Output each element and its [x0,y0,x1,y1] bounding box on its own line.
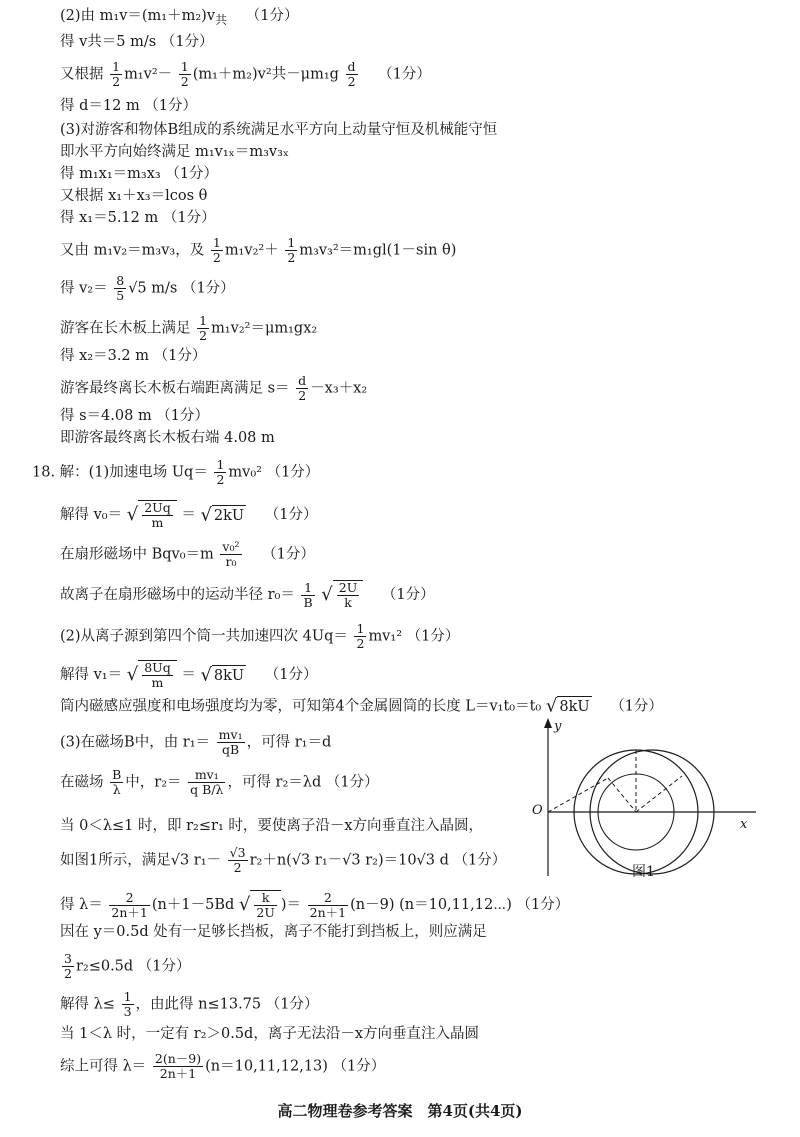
square-root: √ 8kU [545,695,590,717]
page-footer: 高二物理卷参考答案 第4页(共4页) [277,1102,523,1120]
solution-line: 得 v₂＝ $\frac{8}{5}$ √5 m/s （1分） [60,273,235,303]
solution-line: (3)对游客和物体B组成的系统满足水平方向上动量守恒及机械能守恒 [60,122,498,138]
solution-line: 在磁场 $\frac{B}{\lambda}$ 中，r₂＝ $\frac{\text{mv₁}}{\text{q B/λ}}$ ，可得 r₂＝λd （1分） [60,767,379,797]
fraction: $\frac{d}{2}$ [347,59,356,89]
fraction: $\frac{2}{2n+1}$ [309,889,347,920]
fraction: $\frac{B}{\lambda}$ [112,767,122,797]
fraction: $\frac{2(n-9)}{2n+1}$ [154,1051,202,1081]
question-18-heading: 18. 解：(1)加速电场 Uq＝ $\frac{1}{2}$ mv₀² （1分） [32,457,320,487]
solution-line: 故离子在扇形磁场中的运动半径 r₀＝ $\frac{1}{B}$ √ $\frac{2U}{k}$ （1分） [60,579,435,610]
y-axis-label: y [554,719,562,734]
square-root: √ 2kU [200,504,245,525]
fraction: $\frac{√3}{2}$ [229,845,246,875]
fraction: $\frac{d}{2}$ [298,373,307,403]
solution-line: 解得 v₁＝ √ $\frac{8Uq}{m}$ ＝ √ 8kU （1分） [60,660,318,690]
fraction: $\frac{1}{2}$ [199,313,208,343]
solution-line: 解得 λ≤ $\frac{1}{3}$ ，由此得 n≤13.75 （1分） [60,989,319,1019]
fraction: $\frac{\text{mv₁}}{\text{q B/λ}}$ [190,767,224,797]
solution-line: (3)在磁场B中，由 r₁＝ $\frac{\text{mv₁}}{qB}$ ，可得 r₁＝d [60,727,332,757]
fraction: $\frac{1}{3}$ [123,989,132,1019]
solution-line: 得 x₁＝5.12 m （1分） [60,210,216,226]
solution-line: 即游客最终离长木板右端 4.08 m [60,430,275,446]
figure-1-diagram [520,716,780,886]
fraction: $\frac{1}{2}$ [216,457,225,487]
fraction: $\frac{8}{5}$ [116,273,125,303]
solution-line: 得 d＝12 m （1分） [60,98,198,114]
solution-line: 游客在长木板上满足 $\frac{1}{2}$ m₁v₂²＝μm₁gx₂ [60,313,318,343]
solution-line: 综上可得 λ＝ $\frac{2(n-9)}{2n+1}$ (n＝10,11,12,13) （1分） [60,1051,386,1081]
fraction: $\frac{1}{2}$ [356,621,365,651]
square-root: √ $\frac{2U}{k}$ [321,580,363,610]
fraction: $\frac{3}{2}$ [64,951,72,981]
solution-line: 得 s＝4.08 m （1分） [60,408,210,424]
fraction: $\frac{\text{mv₁}}{qB}$ [218,727,243,757]
solution-line: 即水平方向始终满足 m₁v₁ₓ＝m₃v₃ₓ [60,144,290,160]
square-root: √ 8kU [200,664,245,685]
solution-line: 解得 v₀＝ √ $\frac{2Uq}{m}$ ＝ √ 2kU （1分） [60,500,318,530]
solution-line: 在扇形磁场中 Bqv₀＝m $\frac{\text{v₀²}}{\text{r₀}}$ （1分） [60,539,315,569]
radius-dashed-line [608,778,636,812]
solution-line: 得 v共＝5 m/s （1分） [60,34,214,50]
square-root: √ $\frac{8Uq}{m}$ [127,660,177,690]
solution-line: 当 0＜λ≤1 时，即 r₂≤r₁ 时，要使离子沿－x方向垂直注入晶圆， [60,818,484,834]
fraction: $\frac{1}{2}$ [212,235,221,265]
y-axis-arrow-icon [544,718,552,728]
fraction: $\frac{1}{2}$ [180,59,189,89]
solution-line: 游客最终离长木板右端距离满足 s＝ $\frac{d}{2}$ －x₃＋x₂ [60,373,368,403]
solution-line: 筒内磁感应强度和电场强度均为零，可知第4个金属圆筒的长度 L＝v₁t₀＝t₀ √ 8kU （1分） [60,695,663,717]
solution-line: 当 1＜λ 时，一定有 r₂＞0.5d，离子无法沿－x方向垂直注入晶圆 [60,1026,480,1042]
figure-caption: 图1 [632,864,655,880]
solution-line: 得 m₁x₁＝m₃x₃ （1分） [60,166,219,182]
solution-line: 又根据 $\frac{1}{2}$ m₁v²－ $\frac{1}{2}$ (m₁＋m₂)v²共－μm₁g $\frac{d}{2}$ （1分） [60,59,431,89]
solution-line: $\frac{3}{2}$ r₂≤0.5d （1分） [64,951,191,981]
origin-label: O [532,803,543,818]
fraction: $\frac{1}{B}$ [303,579,313,610]
fraction: $\frac{1}{2}$ [112,59,121,89]
solution-line: 得 λ＝ $\frac{2}{2n+1}$ (n＋1－5Bd √ $\frac{k}{2U}$ )＝ $\frac{2}{2n+1}$ (n－9) (n＝10,11,12⋯) （1分） [60,889,570,920]
fraction: $\frac{1}{2}$ [287,235,296,265]
square-root: √ $\frac{2Uq}{m}$ [127,500,177,530]
solution-line: 得 x₂＝3.2 m （1分） [60,348,207,364]
solution-line: 因在 y＝0.5d 处有一足够长挡板，离子不能打到挡板上，则应满足 [60,924,487,940]
solution-line: 又由 m₁v₂＝m₃v₃，及 $\frac{1}{2}$ m₁v₂²＋ $\frac{1}{2}$ m₃v₃²＝m₁gl(1－sin θ) [60,235,457,265]
x-axis-label: x [740,817,748,832]
solution-line: (2)从离子源到第四个筒一共加速四次 4Uq＝ $\frac{1}{2}$ mv₁² （1分） [60,621,460,651]
solution-line: (2)由 $m_1v=(m_1+m_2)v_共$ （1分） [60,8,299,27]
radius-dashed-line [548,778,608,812]
square-root: √ $\frac{k}{2U}$ [239,890,281,920]
fraction: $\frac{2}{2n+1}$ [111,889,148,920]
fraction: $\frac{\text{v₀²}}{\text{r₀}}$ [222,539,240,569]
solution-line: 又根据 x₁＋x₃＝lcos θ [60,188,208,204]
solution-line: 如图1所示，满足√3 r₁－ $\frac{√3}{2}$ r₂＋n(√3 r₁－√3 r₂)＝10√3 d （1分） [60,845,507,875]
